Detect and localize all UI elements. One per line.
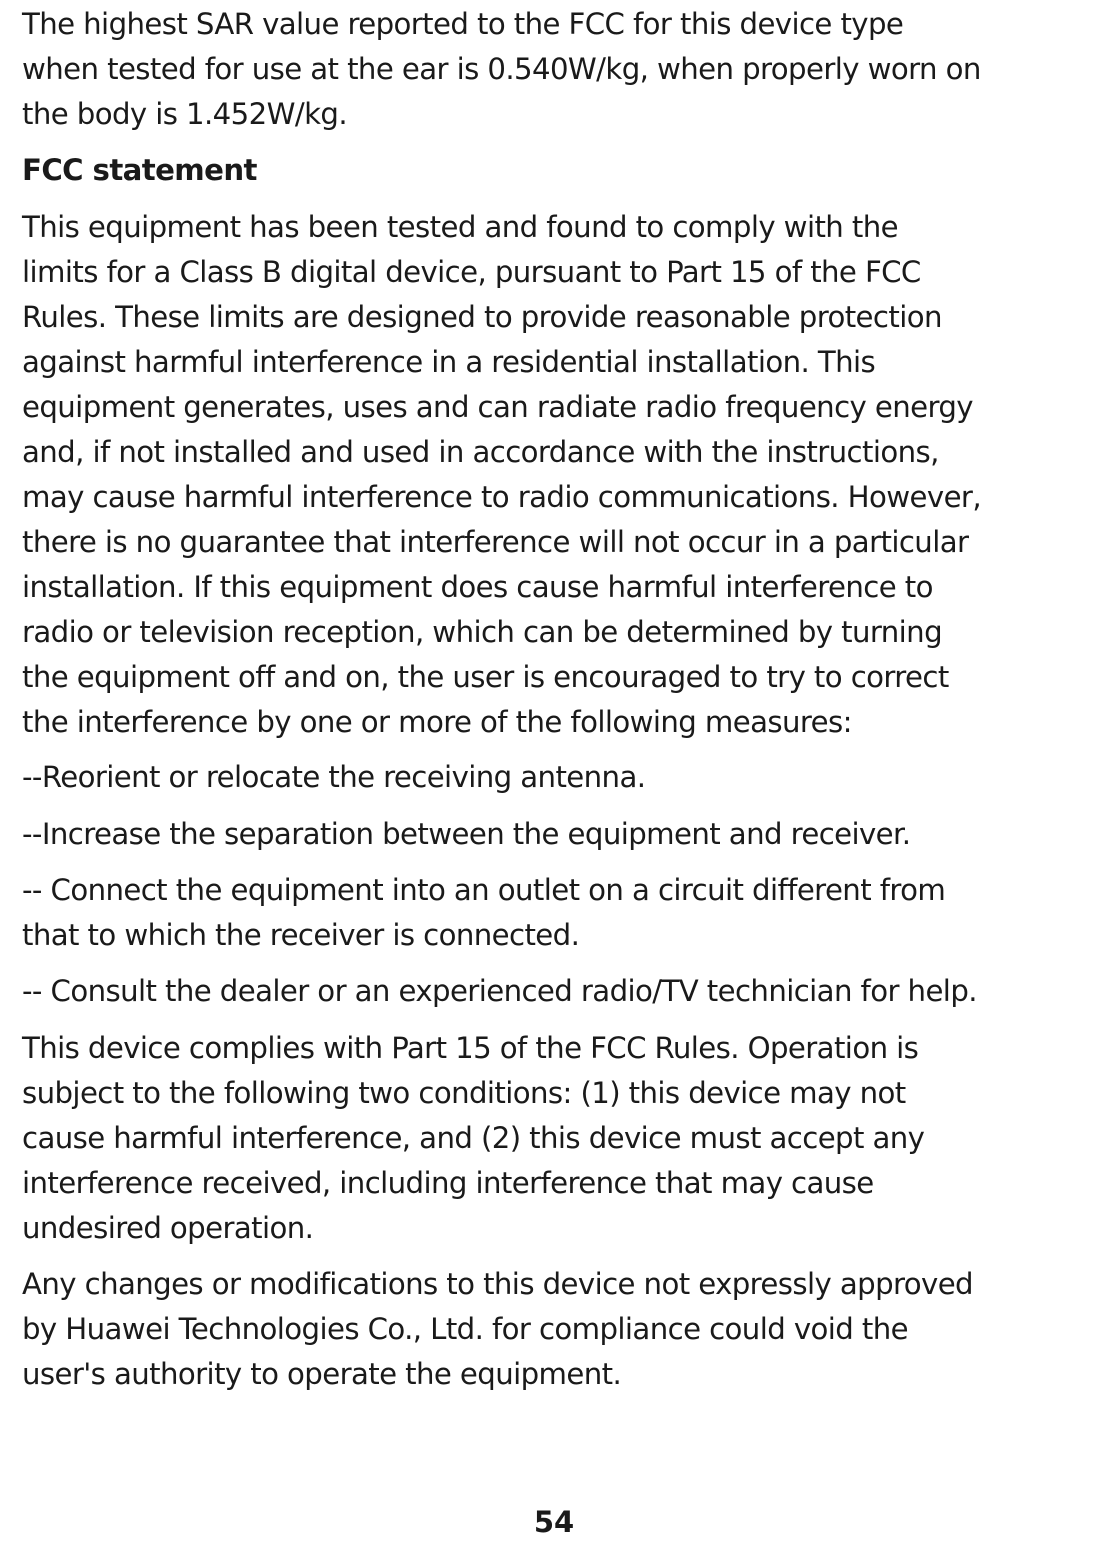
measure-item: -- Connect the equipment into an outlet on a circuit different from that to which the receiver is connected. (22, 873, 946, 952)
sar-paragraph: The highest SAR value reported to the FCC for this device type when tested for use at the ear is 0.540W/kg, when properly worn on the body is 1.452W/kg. (22, 7, 981, 131)
fcc-statement-heading: FCC statement (22, 153, 257, 187)
compliance-paragraph: This equipment has been tested and found to comply with the limits for a Class B digital device, pursuant to Part 15 of the FCC Rules. These limits are designed to provide reasonable protection against harmful interference in a residential installation. This equipment generates, uses and can radiate radio frequency energy and, if not installed and used in accordance with the instructions, may cause harmful interference to radio communications. However, there is no guarantee that interference will not occur in a particular installation. If this equipment does cause harmful interference to radio or television reception, which can be determined by turning the equipment off and on, the user is encouraged to try to correct the interference by one or more of the following measures: (22, 210, 982, 739)
measure-item: --Reorient or relocate the receiving antenna. (22, 760, 646, 794)
page-number: 54 (533, 1505, 575, 1539)
modifications-paragraph: Any changes or modifications to this device not expressly approved by Huawei Technologies Co., Ltd. for compliance could void the user's authority to operate the equipment. (22, 1267, 973, 1391)
part15-paragraph: This device complies with Part 15 of the FCC Rules. Operation is subject to the following two conditions: (1) this device may not cause harmful interference, and (2) this device must accept any interference received, including interference that may cause undesired operation. (22, 1031, 925, 1245)
measure-item: --Increase the separation between the equipment and receiver. (22, 817, 911, 851)
measure-item: -- Consult the dealer or an experienced radio/TV technician for help. (22, 974, 977, 1008)
